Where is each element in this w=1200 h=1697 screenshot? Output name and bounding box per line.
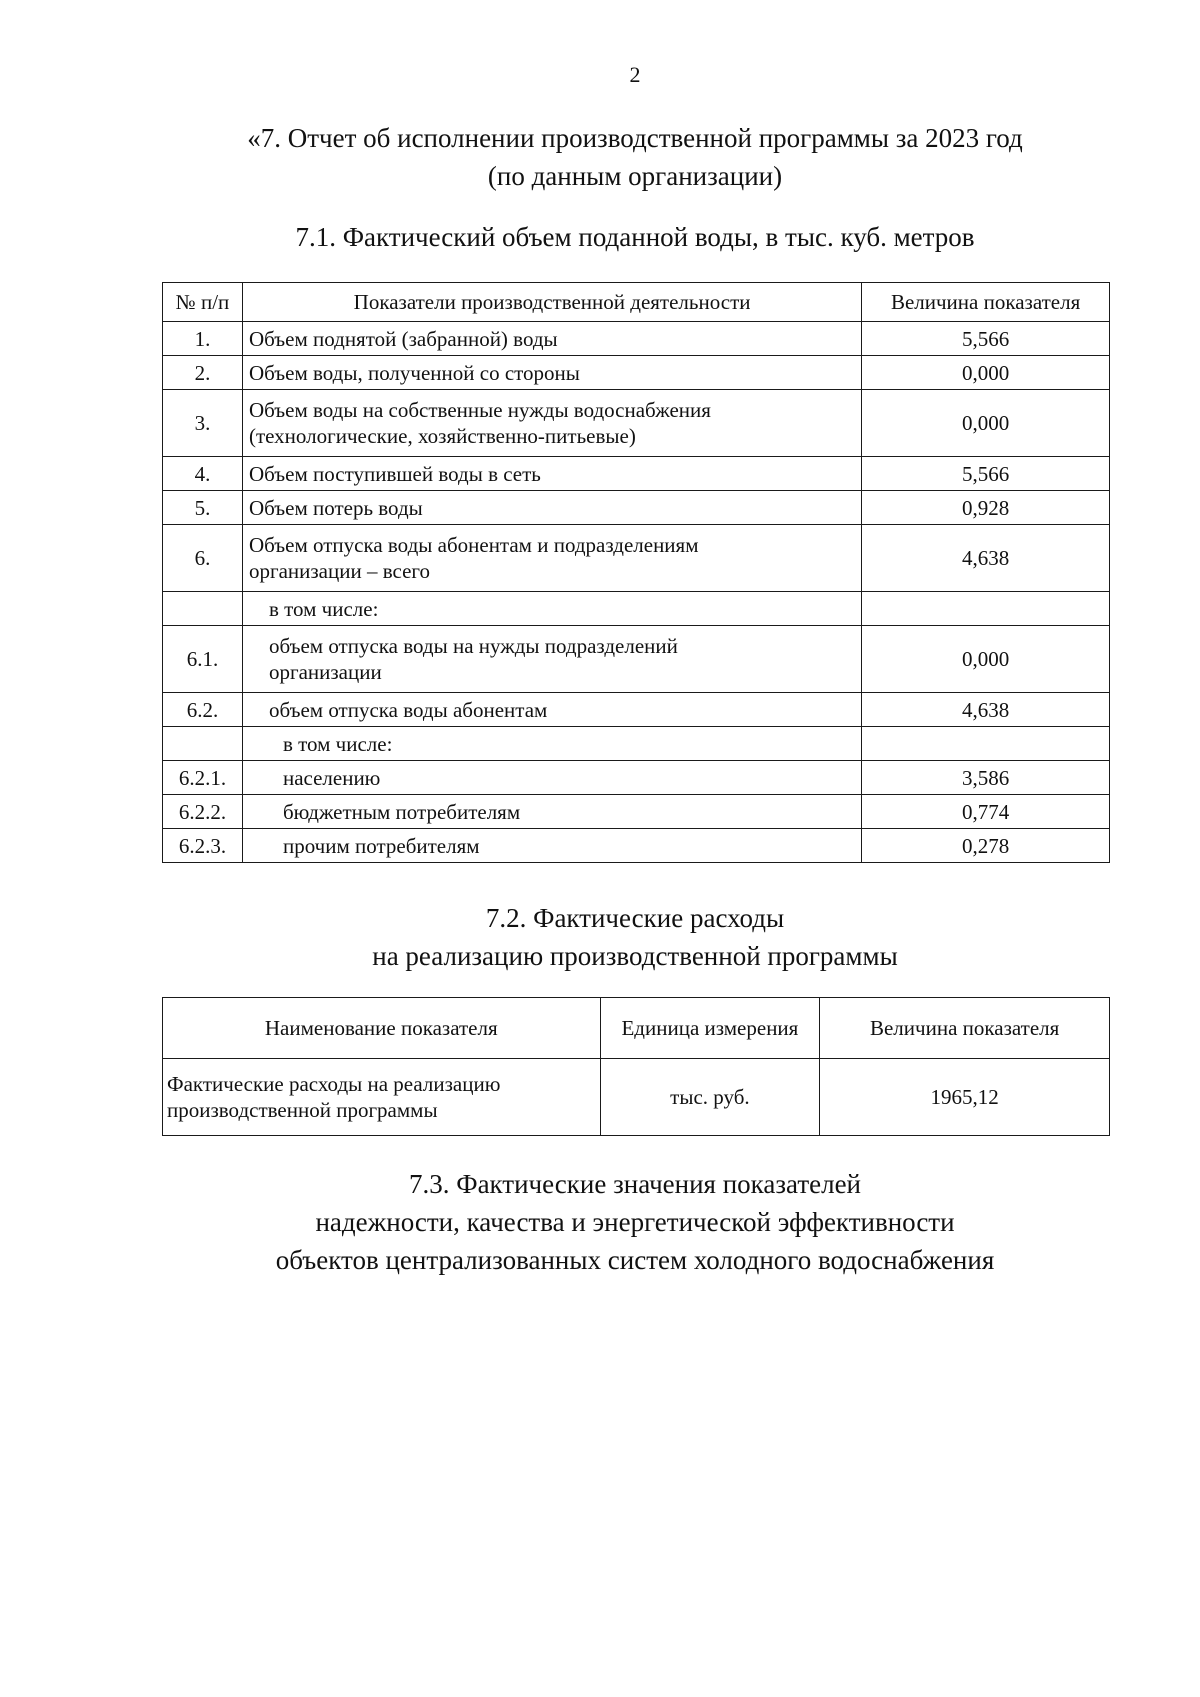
- section-7-2-title-line-2: на реализацию производственной программы: [372, 941, 898, 971]
- row-indicator-line-2: организации: [268, 660, 382, 684]
- actual-expenses-table: [162, 997, 1110, 1136]
- row-indicator: [242, 525, 861, 592]
- row-num: [163, 727, 243, 761]
- row-value: 4,638: [862, 693, 1110, 727]
- row-indicator-line-2: производственной программы: [167, 1098, 438, 1122]
- row-indicator: Объем воды, полученной со стороны: [242, 356, 861, 390]
- row-indicator: объем отпуска воды абонентам: [242, 693, 861, 727]
- row-value: 0,000: [862, 356, 1110, 390]
- section-7-2-title-line-1: 7.2. Фактические расходы: [485, 903, 785, 933]
- row-value: 0,774: [862, 795, 1110, 829]
- section-7-1-title-text: 7.1. Фактический объем поданной воды, в тыс. куб. метров: [295, 222, 975, 252]
- row-indicator-line-1: Фактические расходы на реализацию: [167, 1072, 501, 1096]
- table-row: [163, 491, 1110, 525]
- water-volume-table: [162, 282, 1110, 863]
- section-7-3-title-line-1: 7.3. Фактические значения показателей: [408, 1169, 862, 1199]
- header-value: Величина показателя: [862, 283, 1110, 322]
- row-num: 6.2.2.: [163, 795, 243, 829]
- table-row: [163, 322, 1110, 356]
- table-row: [163, 761, 1110, 795]
- row-unit: тыс. руб.: [600, 1059, 820, 1136]
- header-indicator: Показатели производственной деятельности: [242, 283, 861, 322]
- row-indicator-name: [163, 1059, 601, 1136]
- table-row: [163, 829, 1110, 863]
- row-indicator-line-1: Объем отпуска воды абонентам и подразделениям: [248, 533, 699, 557]
- row-value: 0,000: [862, 390, 1110, 457]
- row-indicator: населению: [242, 761, 861, 795]
- row-indicator-line-1: Объем воды на собственные нужды водоснабжения: [248, 398, 711, 422]
- section-7-3-title-line-2: надежности, качества и энергетической эффективности: [315, 1207, 955, 1237]
- section-7-3-title-line-3: объектов централизованных систем холодного водоснабжения: [275, 1245, 995, 1275]
- section-7-3-title: [0, 1165, 1200, 1279]
- row-value: [862, 727, 1110, 761]
- table-row: [163, 626, 1110, 693]
- row-value: 0,928: [862, 491, 1110, 525]
- row-num: 6.2.: [163, 693, 243, 727]
- table-row: [163, 592, 1110, 626]
- table-row: [163, 457, 1110, 491]
- row-value: 3,586: [862, 761, 1110, 795]
- row-value: 0,000: [862, 626, 1110, 693]
- table-header-row: [163, 998, 1110, 1059]
- row-num: 4.: [163, 457, 243, 491]
- table-header-row: [163, 283, 1110, 322]
- section-7-1-title: [0, 218, 1200, 256]
- row-num: 3.: [163, 390, 243, 457]
- row-num: 1.: [163, 322, 243, 356]
- table-row: [163, 727, 1110, 761]
- row-num: 5.: [163, 491, 243, 525]
- row-indicator: прочим потребителям: [242, 829, 861, 863]
- row-indicator-line-1: объем отпуска воды на нужды подразделений: [268, 634, 678, 658]
- row-indicator-line-2: организации – всего: [248, 559, 430, 583]
- section-7-title-line-2: (по данным организации): [487, 161, 783, 191]
- row-value: 4,638: [862, 525, 1110, 592]
- row-indicator: в том числе:: [242, 727, 861, 761]
- row-indicator: Объем поднятой (забранной) воды: [242, 322, 861, 356]
- row-num: 6.: [163, 525, 243, 592]
- row-num: 6.2.1.: [163, 761, 243, 795]
- table-row: [163, 693, 1110, 727]
- row-value: 1965,12: [820, 1059, 1110, 1136]
- row-indicator: [242, 626, 861, 693]
- row-num: 6.1.: [163, 626, 243, 693]
- section-7-title: [0, 119, 1200, 195]
- table-row: [163, 356, 1110, 390]
- row-indicator: Объем потерь воды: [242, 491, 861, 525]
- row-num: 2.: [163, 356, 243, 390]
- row-value: 0,278: [862, 829, 1110, 863]
- table-row: [163, 390, 1110, 457]
- row-value: 5,566: [862, 322, 1110, 356]
- row-value: 5,566: [862, 457, 1110, 491]
- row-indicator: бюджетным потребителям: [242, 795, 861, 829]
- header-value: Величина показателя: [820, 998, 1110, 1059]
- header-unit: Единица измерения: [600, 998, 820, 1059]
- table-row: [163, 795, 1110, 829]
- row-num: [163, 592, 243, 626]
- table-row: [163, 1059, 1110, 1136]
- section-7-title-line-1: «7. Отчет об исполнении производственной программы за 2023 год: [247, 123, 1023, 153]
- page-number: 2: [629, 62, 641, 87]
- header-num: № п/п: [163, 283, 243, 322]
- table-row: [163, 525, 1110, 592]
- row-indicator: в том числе:: [242, 592, 861, 626]
- row-indicator-line-2: (технологические, хозяйственно-питьевые): [248, 424, 636, 448]
- row-num: 6.2.3.: [163, 829, 243, 863]
- row-indicator: [242, 390, 861, 457]
- header-indicator-name: Наименование показателя: [163, 998, 601, 1059]
- section-7-2-title: [0, 899, 1200, 975]
- row-indicator: Объем поступившей воды в сеть: [242, 457, 861, 491]
- row-value: [862, 592, 1110, 626]
